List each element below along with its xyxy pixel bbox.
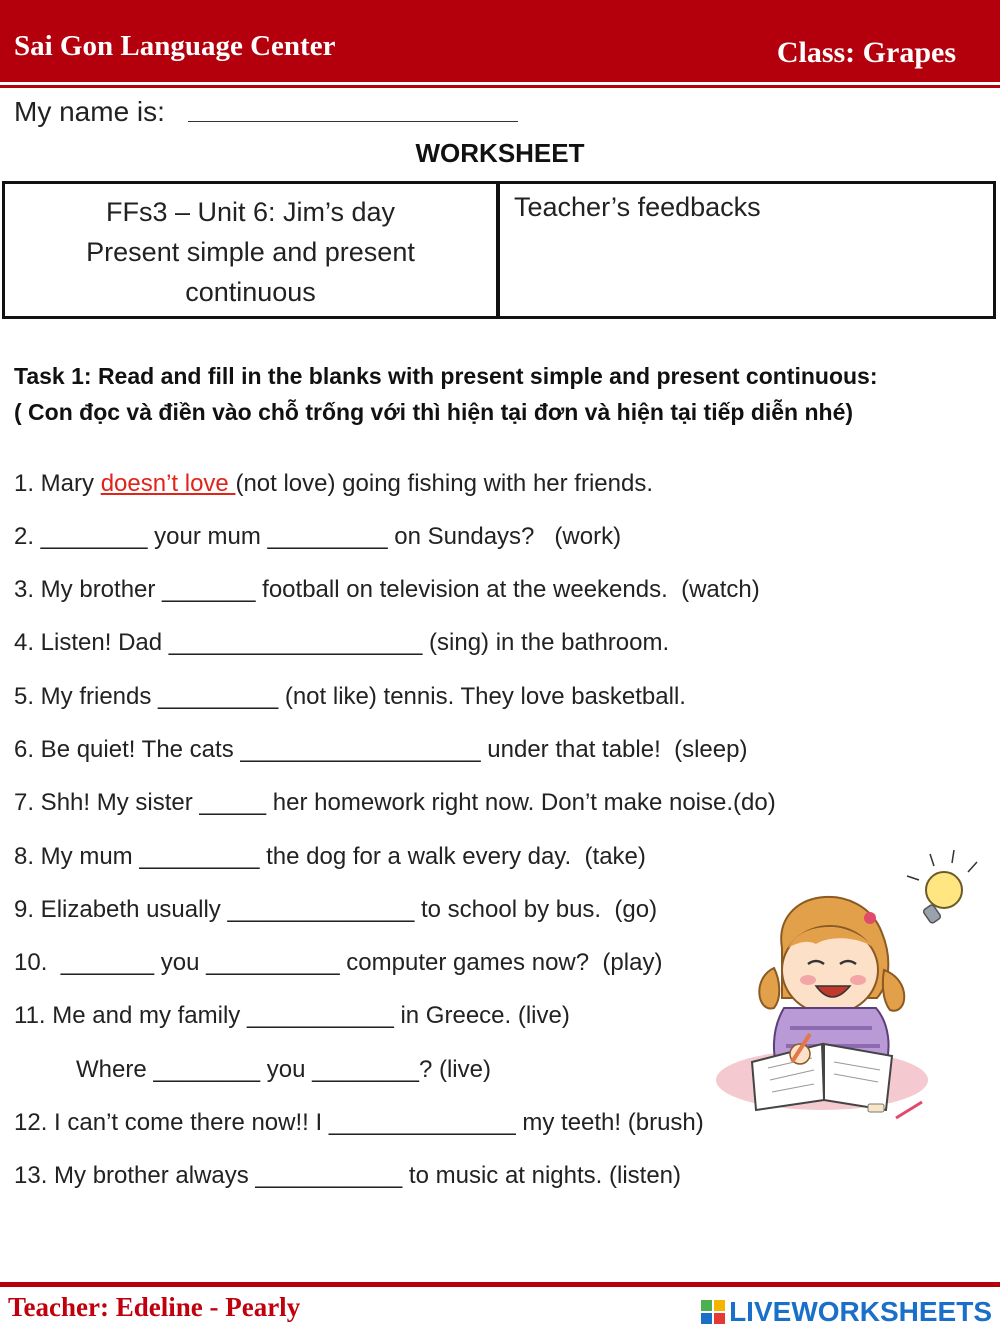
question-9[interactable]: 9. Elizabeth usually ______________ to school by bus. (go) <box>14 896 658 923</box>
teacher-name: Teacher: Edeline - Pearly <box>8 1292 301 1322</box>
question-5[interactable]: 5. My friends _________ (not like) tennis. They love basketball. <box>14 683 686 710</box>
liveworksheets-brand[interactable] <box>701 1296 992 1328</box>
question-10[interactable]: 10. _______ you __________ computer games now? (play) <box>14 949 663 976</box>
question-7[interactable]: 7. Shh! My sister _____ her homework right now. Don’t make noise.(do) <box>14 789 776 816</box>
feedback-label: Teacher’s feedbacks <box>514 192 761 222</box>
question-13[interactable]: 13. My brother always ___________ to music at nights. (listen) <box>14 1162 682 1189</box>
task-title: Task 1: Read and fill in the blanks with present simple and present continuous: <box>14 363 878 389</box>
question-6[interactable]: 6. Be quiet! The cats __________________ under that table! (sleep) <box>14 736 748 763</box>
question-3[interactable]: 3. My brother _______ football on television at the weekends. (watch) <box>14 576 760 603</box>
header-bar <box>0 0 1000 82</box>
unit-topic-line1: Present simple and present <box>86 237 415 267</box>
worksheet-title: WORKSHEET <box>415 138 585 168</box>
name-label: My name is: <box>14 96 165 127</box>
header-divider <box>0 85 1000 88</box>
footer-divider <box>0 1282 1000 1287</box>
task-translation: ( Con đọc và điền vào chỗ trống với thì hiện tại đơn và hiện tại tiếp diễn nhé) <box>14 399 854 425</box>
liveworksheets-logo-icon <box>701 1300 725 1324</box>
lightbulb-icon <box>907 850 977 924</box>
name-blank-line <box>188 121 518 122</box>
question-1-prefix: 1. Mary <box>14 470 101 497</box>
question-1-suffix: (not love) going fishing with her friends. <box>235 470 654 497</box>
question-11-followup[interactable]: Where ________ you ________? (live) <box>76 1056 491 1083</box>
question-2[interactable]: 2. ________ your mum _________ on Sundays? (work) <box>14 523 622 550</box>
question-8[interactable]: 8. My mum _________ the dog for a walk every day. (take) <box>14 843 646 870</box>
question-4[interactable]: 4. Listen! Dad ___________________ (sing) in the bathroom. <box>14 629 670 656</box>
brand-name: LIVEWORKSHEETS <box>729 1296 992 1327</box>
info-table <box>2 181 996 319</box>
question-12[interactable]: 12. I can’t come there now!! I ______________ my teeth! (brush) <box>14 1109 704 1136</box>
girl-writing-lightbulb-illustration <box>712 848 992 1128</box>
answer-field-1[interactable]: doesn’t love <box>100 470 236 497</box>
task-instructions <box>14 358 878 430</box>
center-name: Sai Gon Language Center <box>14 30 336 62</box>
class-label: Class: Grapes <box>776 36 956 69</box>
unit-info-cell <box>5 184 500 316</box>
feedback-cell <box>500 184 993 316</box>
unit-title: FFs3 – Unit 6: Jim’s day <box>105 197 396 227</box>
unit-topic-line2: continuous <box>185 277 316 307</box>
question-11[interactable]: 11. Me and my family ___________ in Greece. (live) <box>14 1002 570 1029</box>
question-1 <box>14 470 653 498</box>
